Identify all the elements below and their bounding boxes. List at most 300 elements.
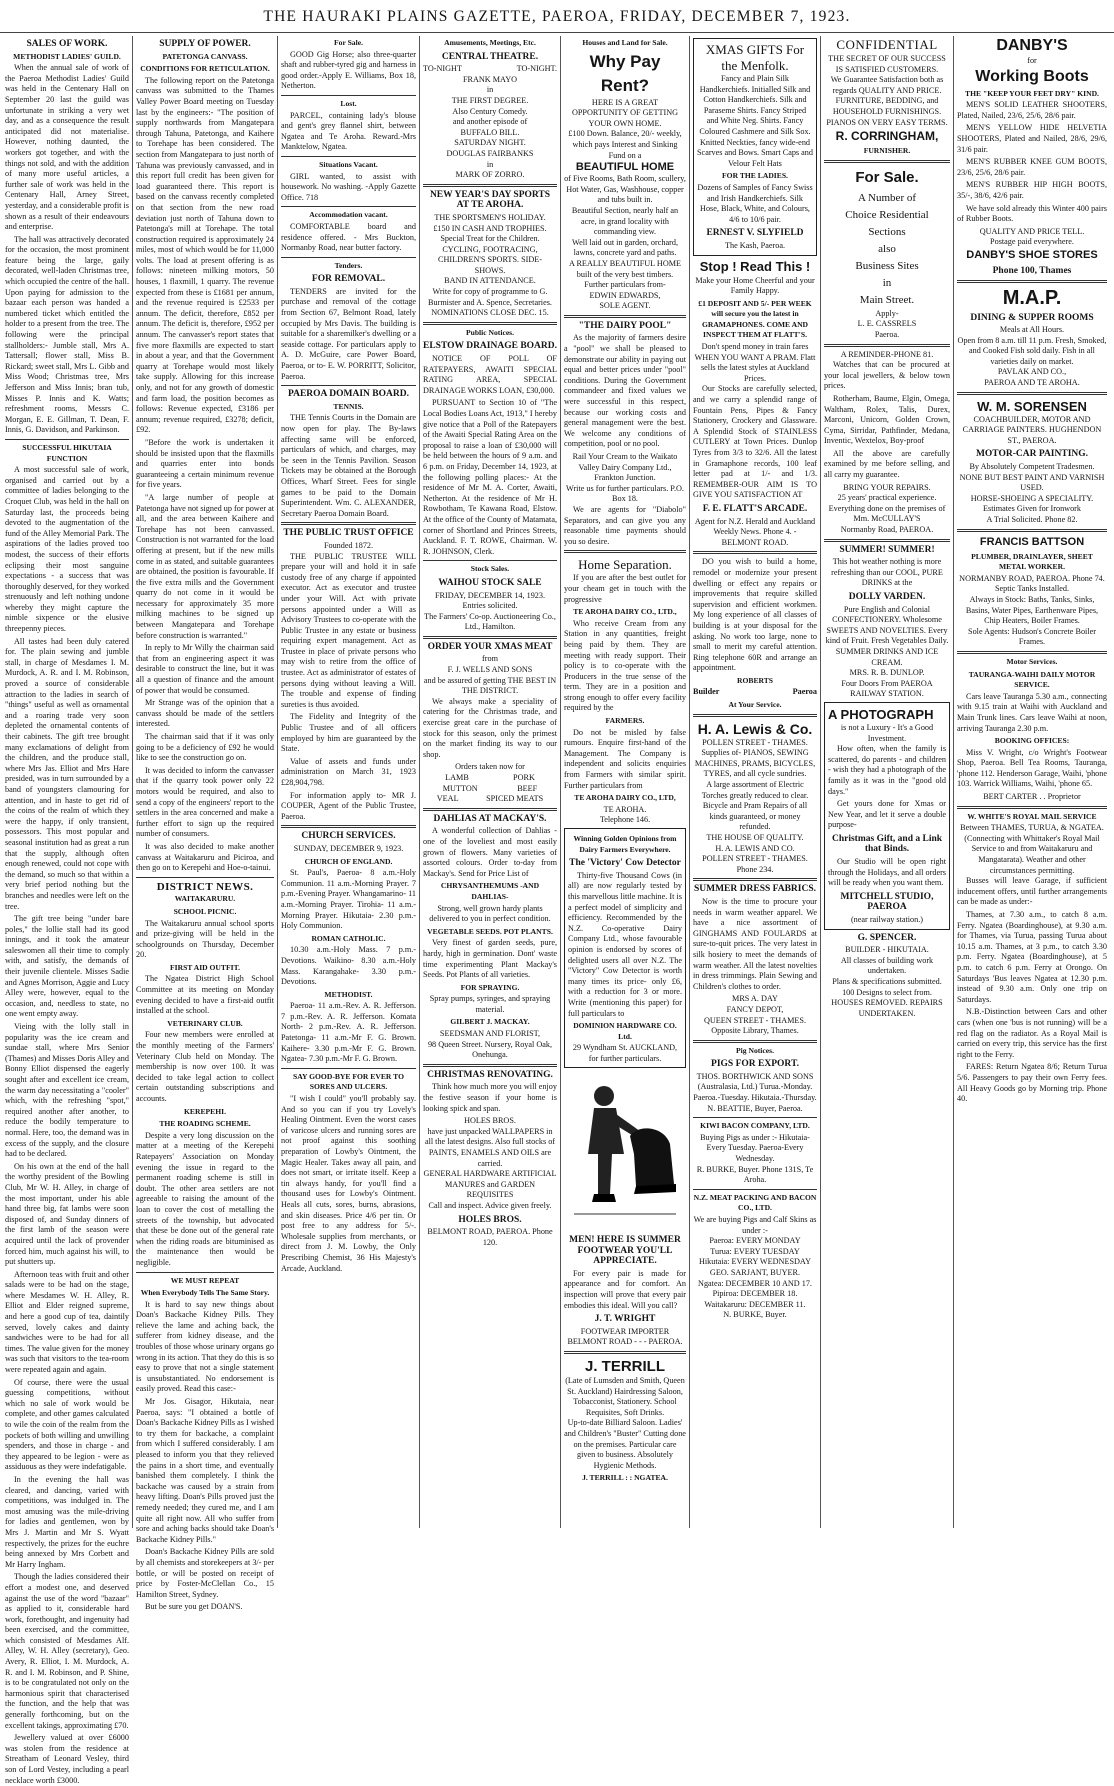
heading-we-must-repeat: WE MUST REPEAT xyxy=(170,1275,240,1285)
ad-subheading: TENNIS. xyxy=(333,401,364,411)
heading-hikutaia-function: SUCCESSFUL HIKUTAIA FUNCTION xyxy=(22,442,112,463)
ad-line: Turua: EVERY TUESDAY xyxy=(710,1246,800,1256)
divider xyxy=(957,651,1107,654)
ad-line: BEAUTIFUL HOME xyxy=(575,161,675,174)
divider xyxy=(281,522,416,525)
ad-line: THE "KEEP YOUR FEET DRY" KIND. xyxy=(965,88,1099,98)
ad-line: THE SPORTSMEN'S HOLIDAY. xyxy=(434,212,546,222)
ad-line: N. BEATTIE, Buyer, Paeroa. xyxy=(707,1103,803,1113)
divider xyxy=(5,439,129,440)
subheading: CONDITIONS FOR RETICULATION. xyxy=(140,64,270,74)
church-schedule: 10.30 a.m.-Holy Mass. 7 p.m.-Devotions. Waikino- 8.30 a.m.-Holy Mass. Karangahake- 3.30 p.m.-Devotions. xyxy=(281,945,416,987)
section-heading: Accommodation vacant. xyxy=(309,210,388,220)
ad-heading: A REMINDER-PHONE 81. xyxy=(840,349,934,359)
ad-line: FOR SPRAYING. xyxy=(460,982,520,992)
ad-line: Mm. McCULLAY'S xyxy=(853,514,921,524)
ad-body: How often, when the family is scattered, do parents - and children - wish they had a photograph of the family as it was in the "good old days." xyxy=(828,744,946,796)
ad-line: SATURDAY NIGHT. xyxy=(454,138,526,148)
ad-body: Miss V. Wright, c/o Wright's Footwear Shop, Paeroa. Bell Tea Rooms, Tauranga, 'phone 112. Henderson Garage, Waihi, 'phone 103. Warrick Williams, Waihi, 'phone 65. xyxy=(957,747,1107,789)
subheading-methodist-guild: METHODIST LADIES' GUILD. xyxy=(13,51,121,61)
ad-heading: Home Separation. xyxy=(578,557,672,573)
divider xyxy=(693,551,817,554)
article-paragraph: Of course, there were the usual guessing competitions, without which no sale of work would be complete, and other games calculated to wile the coin of the realm from the pockets of both willing and unwilling spenders, and those in charge - and they appeared to be legion - were as assiduous as they were indefatigable. xyxy=(5,1377,129,1472)
ad-body: We are agents for "Diabolo" Separators, and can give you any reasonable time payments should you so desire. xyxy=(564,504,686,546)
ad-line: (Late of Lumsden and Smith, Queen St. Auckland) Hairdressing Saloon, Tobacconist, Stationery. School Requisites, Soft Drinks. xyxy=(565,1376,685,1417)
ad-line: NORMANBY ROAD, PAEROA. Phone 74. xyxy=(959,573,1105,583)
ad-heading: Winning Golden Opinions from Dairy Farmers Everywhere. xyxy=(573,834,677,854)
ad-line: TE AROHA. xyxy=(603,804,647,814)
ad-heading: CENTRAL THEATRE. xyxy=(441,51,539,62)
ad-line: BERT CARTER . . Proprietor xyxy=(983,792,1081,802)
ad-line: DOLLY VARDEN. xyxy=(848,592,926,602)
ad-line: SOLE AGENT. xyxy=(599,301,651,311)
article-paragraph: Mr Jos. Gisagor, Hikutaia, near Paeroa, says: "I obtained a bottle of Doan's Backache Kidney Pills as I wished to try them for backache, a complaint from which I suffered considerably. I am pleased to inform you that they relieved the pains in a short time, and eventually banished them completely. I think the backache was caused by a strain from heavy lifting. Doan's Pills proved just the remedy needed; they cured me, and I am quite all right now. All who suffer from sore and aching backs should take Doan's Backache Kidney Pills." xyxy=(136,1397,274,1544)
section-heading: Situations Vacant. xyxy=(319,159,378,169)
subheading: THE ROADING SCHEME. xyxy=(159,1119,251,1129)
ad-line: G. SPENCER. xyxy=(857,932,917,943)
article-paragraph: The hall was attractively decorated for the occasion, the most prominent feature being the large, gaily decorated, well-laden Christmas tree, which occupied the centre of the hall. Upon paying for admission to the bazaar each person was handed a numbered ticket which entitled the holder to a present from the tree. The following were the principal stallholders:- Jumble stall, Mrs A. Tattersall; flower stall, Miss B. Rickard; sweet stall, Mrs L. Gibb and Miss Wood; Christmas tree, Mrs Jefferson and Miss Innis; bran tub, Misses P. Innis and K. Watts; refreshment rooms, Messrs C. Morgan, E. E. Gillman, T. Dean, F. Innis, G. Davidson, and Parkinson. xyxy=(5,234,129,435)
ad-line: Open from 8 a.m. till 11 p.m. Fresh, Smoked, and Cooked Fish sold daily. Fish in all varieties daily on market. xyxy=(957,335,1107,366)
ad-heading: M.A.P. xyxy=(1002,286,1062,309)
ad-line: BELMONT ROAD, PAEROA. Phone 120. xyxy=(427,1227,553,1247)
article-paragraph: A most successful sale of work, organised and carried out by a committee of ladies belonging to the Croquet Club, was held in the hall on Saturday last, the proceeds being devoted to the augmentation of the fund of the Alley Memorial Park. The aspirations of the ladies proved too modest, the success of their efforts eclipsing their most sanguine expectations - a success that was thoroughly deserved, for they worked strenuously and left nothing undone whereby they might capture the nimble sixpence or the elusive threepenny pieces. xyxy=(5,465,129,634)
ad-line: HORSE-SHOEING A SPECIALITY. xyxy=(970,493,1094,503)
ad-line: (near railway station.) xyxy=(850,915,924,925)
ad-line: Call and inspect. Advice given freely. xyxy=(428,1200,552,1210)
section-heading: Pig Notices. xyxy=(736,1045,774,1055)
denomination-heading: METHODIST. xyxy=(324,989,373,999)
ad-line: Buying Pigs as under :- Hikutaia-Every Tuesday. Paeroa-Every Wednesday. xyxy=(700,1132,810,1164)
ad-heading: Stop ! Read This ! xyxy=(699,258,811,274)
ad-heading: Working Boots xyxy=(975,67,1089,85)
ad-line: Strong, well grown hardy plants delivered to you in perfect condition. xyxy=(429,903,551,924)
ad-line: 100 Designs to select from. xyxy=(842,987,932,997)
denomination-heading: ROMAN CATHOLIC. xyxy=(311,933,386,943)
ad-line: Everything done on the premises of xyxy=(828,503,946,513)
ad-line: 29 Wyndham St. AUCKLAND, for further particulars. xyxy=(572,1043,678,1063)
ad-body: Cars leave Tauranga 5.30 a.m., connecting with 9.15 train at Waihi with Auckland and Main Trunk lines. Cars leave Waihi at noon, arriving Tauranga 2.30 p.m. xyxy=(957,691,1107,733)
ad-line: MARK OF ZORRO. xyxy=(455,170,525,180)
ad-line: NONE BUT BEST PAINT AND VARNISH USED. xyxy=(959,472,1105,493)
ad-line: FOOTWEAR IMPORTER xyxy=(580,1326,670,1336)
ad-body: DO you wish to build a home, remodel or modernize your present dwelling or effect any repairs or improvements that require skilled supervision and efficient workmen. My long experience of all classes of building is at your disposal for the asking. No work too large, none to small to merit my careful attention. Ring telephone 60R and arrange an appointment. xyxy=(693,557,817,673)
ad-line: We are buying Pigs and Calf Skins as under :- xyxy=(693,1215,817,1235)
article-paragraph: The Waitakaruru annual school sports and prize-giving will be held in the schoolgrounds on Thursday, December 20. xyxy=(136,918,274,960)
ad-line: MOTOR-CAR PAINTING. xyxy=(975,449,1089,460)
classified-ad: COMFORTABLE board and residence offered. - Mrs Buckton, Normanby Road, near butter factory. xyxy=(281,221,416,253)
section-heading: Houses and Land for Sale. xyxy=(582,38,668,47)
ad-line: We Guarantee Satisfaction both as regards QUALITY AND PRICE. xyxy=(830,75,944,95)
ad-line: N. BURKE, Buyer. xyxy=(723,1310,787,1320)
column-amusements xyxy=(423,36,557,1526)
ad-line: Rail Your Cream to the Waikato Valley Dairy Company Ltd., Frankton Junction. xyxy=(572,452,678,483)
ad-line: Main Street. xyxy=(859,293,915,306)
divider xyxy=(957,806,1107,809)
meat-item: LAMB xyxy=(445,773,469,782)
ad-body: Thirty-five Thousand Cows (in all) are now regularly tested by this marvellous little machine. It is a perfect model of simplicity and efficiency. Recommended by the N.Z. Co-operative Dairy Company Ltd., whose favourable opinion is endorsed by scores of delighted users all over N.Z. The "Victory" Cow Detector is worth many times its price- only £6, with a reduction for 3 or more. Write (mentioning this paper) for full particulars to xyxy=(568,870,682,1018)
ad-line: THE HOUSE OF QUALITY. xyxy=(706,833,804,842)
classified-ad: GIRL wanted, to assist with housework. No washing. -Apply Gazette Office. 718 xyxy=(281,171,416,202)
tonight-label: TO-NIGHT. xyxy=(516,64,557,74)
ad-line: Always in Stock: Baths, Tanks, Sinks, Basins, Water Pipes, Earthenware Pipes, Chip Heaters, Boiler Frames. xyxy=(965,594,1099,626)
ad-line: Telephone 146. xyxy=(599,815,651,825)
ad-line: QUEEN STREET - THAMES. xyxy=(703,1015,807,1025)
ad-line: The Farmers' Co-op. Auctioneering Co., Ltd., Hamilton. xyxy=(424,611,556,632)
ad-heading: PIGS FOR EXPORT. xyxy=(711,1059,799,1070)
column-rule xyxy=(419,36,420,1528)
ad-line: Opposite Library, Thames. xyxy=(711,1026,799,1036)
article-paragraph: It is hard to say new things about Doan's Backache Kidney Pills. They relieve the lame and aching back, the sufferer from kidney disease, and the troubles of those whose urinary organs go wrong in its action. That they do this is so easy to prove that not a single statement is unsubstantiated. No endorsement is easily proved. Read this case:- xyxy=(136,1299,274,1394)
article-paragraph: The chairman said that if it was only going to be a deficiency of £92 he would like to see the construction go on. xyxy=(136,732,274,763)
ad-line: HERE IS A GREAT OPPORTUNITY OF GETTING YOUR OWN HOME. xyxy=(571,97,679,128)
ad-heading: THE PUBLIC TRUST OFFICE xyxy=(283,528,414,539)
ad-line: This hot weather nothing is more refreshing than our COOL, PURE DRINKS at the xyxy=(831,557,943,588)
ad-line: PAVLAK AND CO., xyxy=(997,367,1067,377)
ad-line: J. TERRILL : : NGATEA. xyxy=(582,1473,668,1483)
ad-line: BRING YOUR REPAIRS. xyxy=(843,482,931,492)
ad-line: THE FIRST DEGREE. xyxy=(451,95,529,105)
article-paragraph: But be sure you get DOAN'S. xyxy=(145,1602,243,1612)
divider xyxy=(423,560,557,561)
classified-ad: TENDERS are invited for the purchase and removal of the cottage from Section 67, Belmont Road, lately occupied by Mrs Davis. The building is suitable for a sharemilker's dwelling or a seaside cottage. For particulars apply to A. D. McGuire, care Power Board, Paeroa, or to- E. W. PORRITT, Solicitor, Paeroa. xyxy=(281,286,416,381)
ad-body: Who receive Cream from any Station in any quantities, freight being paid by them. They are meeting with ready support. Their policy is to co-operate with the Producers in the true sense of the term. They are in a position and strong enough to offer every facility required by the xyxy=(564,618,686,713)
ad-line: BELMONT ROAD - - - PAEROA. xyxy=(567,1337,683,1347)
column-local-news xyxy=(5,36,129,1785)
section-heading: Lost. xyxy=(340,98,357,108)
ad-line: PLUMBER, DRAINLAYER, SHEET METAL WORKER. xyxy=(971,551,1093,572)
ad-body: We have sold already this Winter 400 pairs of Rubber Boots. xyxy=(957,203,1107,224)
meat-row xyxy=(423,773,557,784)
ad-line: MRS A. DAY xyxy=(732,994,778,1004)
ad-line: DOMINION HARDWARE CO. Ltd. xyxy=(573,1021,677,1041)
ad-line: COACHBUILDER, MOTOR AND CARRIAGE PAINTERS. HUGHENDON ST., PAEROA. xyxy=(962,414,1102,445)
article-paragraph: "Before the work is undertaken it should be insisted upon that the flaxmills and quarries enter into bonds guaranteeing a certain minimum revenue for five years. xyxy=(136,437,274,490)
ad-line: Christmas Gift, and a Link that Binds. xyxy=(831,833,943,855)
ad-heading: ELSTOW DRAINAGE BOARD. xyxy=(423,341,557,352)
ad-line: FOR THE LADIES. xyxy=(722,171,788,181)
ad-heading: FOR REMOVAL. xyxy=(311,274,386,285)
ad-line: Up-to-date Billiard Saloon. Ladies' and Children's "Buster" Cutting done on the premises. Particular care given to business. Absolutely Hygienic Methods. xyxy=(564,1418,686,1470)
article-paragraph: When the annual sale of work of the Paeroa Methodist Ladies' Guild was held in the Centenary Hall on September 20 last the guild was unfortunate in striking a very wet day, and as a consequence the result anticipated did not materialise. However, nothing daunted, the workers got together, and with the things not sold, and with the addition of many more useful articles, a further sale of work was held in the Centenary Hall, Arney Street, yesterday, and a considerable profit is shown as a result of their endeavours and enterprise. xyxy=(5,63,129,232)
ad-body: Rotherham, Baume, Elgin, Omega, Waltham, Rolex, Talis, Durex, Marconi, Unicorn, Golden Crown, Cyma, Sirridar, Pathfinder, Medana, Inventic, Wextelox, Boy-proof xyxy=(824,393,950,446)
ad-body: As the majority of farmers desire a "pool" we shall be pleased to demonstrate our ability in paying out equal and better prices under "pool" conditions. During the Government commandeer and fixed values we were successful in this respect, because our working costs and general management were the best. We welcome any conditions of competition, pool or no pool. xyxy=(564,333,686,449)
ad-line: At Your Service. xyxy=(728,700,782,710)
ad-heading: TAURANGA-WAIHI DAILY MOTOR SERVICE. xyxy=(968,669,1096,690)
ad-body: Do not be misled by false rumours. Enquire first-hand of the Management. The Company is independent and solicits enquiries from Farmers with similar spirit. Further particulars from xyxy=(564,727,686,790)
photograph-ad xyxy=(824,702,950,930)
ad-line: FRIDAY, DECEMBER 14, 1923. xyxy=(434,590,546,600)
ad-line: Fancy and Plain Silk Handkerchiefs. Initialled Silk and Cotton Handkerchiefs. Silk and Paraseme Shirts. Fancy Striped and White Neg. Shirts. Fancy Coloured Cashmere and Silk Sox. Knitted Neckties, fancy wide-end Scarves and Bows. Smart Caps and Velour Felt Hats xyxy=(697,74,813,168)
ad-line: BOOKING OFFICES: xyxy=(994,736,1070,746)
subheading: WAITAKARURU. xyxy=(174,894,236,904)
ad-line: Phone 234. xyxy=(736,864,774,874)
ad-line: Entries solicited. xyxy=(462,601,518,611)
ad-body: If you are after the best outlet for your cheam get in touch with the progressive xyxy=(564,573,686,604)
article-paragraph: All tastes had been duly catered for. The plain sewing and jumble stall, in charge of Mesdames I. M. Murdock, A. R. and I. M. Robinson, proved a source of considerable attraction to the ladies in search of "things" useful as well as ornamental and a roaring trade very soon depleted the ornamental contents of their cabinets. The gift tree brought many exclamations of delight from the children, and the produce stall, where Mrs Jas. Elliot and Mrs Hare presided, was in turn surrounded by a band of youngsters clamouring for attention, and in haste to get rid of the coins of the realm of which they were the happy, if only transient, possessors. This most popular and seasonal institution had as great a run that the supply, although often enough renewed, could not cope with the demand, so much so that within a very brief period nothing but the branches and needles were left on the tree. xyxy=(5,636,129,911)
ad-line: BUILDER - HIKUTAIA. xyxy=(845,945,929,955)
classified-ad: "I wish I could" you'll probably say. And so you can if you try Lovely's Healing Ointment. Even the worst cases of varicose ulcers and running sores are not proof against this soothing preparation of Lowby's Ointment, the Magic Healer. Takes away all pain, and does not smart, or irritate itself. Keep a tin always handy, for you'll find a thousand uses for Lowby's Ointment. Heals all cuts, sores, burns, abrasions, and skin diseases. Price 4/6 per tin. Or post free to any address for 5/-. Wholesale supplies from merchants, or direct from J. M. Lowby, the Only Prescribing Chemist, 36 His Majesty's Arcade, Auckland. xyxy=(281,1094,416,1273)
section-heading: For Sale. xyxy=(334,38,363,47)
ad-line: FRANK MAYO xyxy=(462,74,518,84)
article-paragraph: Four new members were enrolled at the monthly meeting of the Farmers' Veterinary Club held on Monday. The membership is now over 100. It was decided to take legal action to collect certain outstanding subscriptions and accounts. xyxy=(136,1030,274,1103)
ad-line: £150 IN CASH AND TROPHIES. xyxy=(433,223,547,233)
ad-line: CYCLING, FOOTRACING, CHILDREN'S SPORTS. SIDE-SHOWS. xyxy=(437,244,543,275)
ad-line: PIANOS ON VERY EASY TERMS. xyxy=(826,117,948,127)
builder-label: Builder xyxy=(693,687,720,697)
article-paragraph: Though the ladies considered their effort a modest one, and deserved against the use of the word "bazaar" as applied to it, considerable hard work, forethought, and ingenuity had been exercised, and the committee, which consisted of Mesdames Alf. Alley, W. H. Alley (secretary), Geo. Avery, R. Elliot, I. M. Murdock, A. R. and I. M. Robinson, and P. Shine, is to be congratulated not only on the harmonious spirit that characterised the function, and the help that was generally forthcoming, but on the excellent takings, approximating £70. xyxy=(5,1572,129,1730)
ad-line: THE SECRET OF OUR SUCCESS IS SATISFIED CUSTOMERS. xyxy=(828,54,946,74)
tonight-label: TO-NIGHT xyxy=(423,64,462,74)
divider xyxy=(957,280,1107,283)
tonight-row xyxy=(423,64,557,75)
ad-line: Bicycle and Pram Repairs of all kinds guaranteed, or money refunded. xyxy=(702,801,808,832)
meat-row xyxy=(423,784,557,795)
divider xyxy=(564,1351,686,1354)
ad-line: By Absolutely Competent Tradesmen. xyxy=(969,462,1095,472)
ad-line: Sections xyxy=(868,225,906,238)
man-with-boot-illustration xyxy=(564,1074,686,1224)
builder-label: Paeroa xyxy=(792,687,817,697)
ad-line: is not a Luxury - It's a Good Investment. xyxy=(840,722,934,743)
ad-body: We always make a speciality of catering for the Christmas trade, and exercise great care in the purchase of stock for this season, only the primest on the market finding its way to our shop. xyxy=(423,696,557,759)
ad-line: H. A. LEWIS AND CO. xyxy=(715,843,795,853)
ad-body: Watches that can be procured at your local jewellers, & below town prices. xyxy=(824,360,950,391)
ad-body: Our Studio will be open right through the Holidays, and all orders will be ready when you want them. xyxy=(828,857,946,888)
ad-line: FARMERS. xyxy=(605,716,645,726)
ad-heading: SUMMER DRESS FABRICS. xyxy=(693,884,817,895)
ad-heading: KIWI BACON COMPANY, LTD. xyxy=(700,1121,810,1131)
ad-line: ERNEST V. SLYFIELD xyxy=(706,228,804,239)
ad-line: PAEROA AND TE AROHA. xyxy=(984,378,1080,388)
article-paragraph: Doan's Backache Kidney Pills are sold by all chemists and storekeepers at 3/- per bottle, or will be posted on receipt of price by Foster-McClellan Co., 15 Hamilton Street, Sydney. xyxy=(136,1547,274,1599)
ad-heading: SUMMER! SUMMER! xyxy=(839,544,935,555)
ad-heading: DANBY'S xyxy=(996,37,1068,54)
ad-line: BUFFALO BILL. xyxy=(460,127,520,137)
ad-line: J. T. WRIGHT xyxy=(594,1314,656,1325)
ad-heading: Why Pay Rent? xyxy=(589,51,661,95)
masthead: THE HAURAKI PLAINS GAZETTE, PAEROA, FRIDAY, DECEMBER 7, 1923. xyxy=(0,0,1114,33)
article-paragraph: Jewellery valued at over £6000 was stolen from the residence at Streatham of Leonard Vesley, third son of Lord Vestey, including a pearl necklace worth £3000. xyxy=(5,1733,129,1785)
church-schedule: St. Paul's, Paeroa- 8 a.m.-Holy Communion. 11 a.m.-Morning Prayer. 7 p.m.-Evening Prayer. Whangamarino- 11 a.m.-Morning Prayer. Tirohia- 11 a.m.-Morning Prayer. Hikutaia- 2.30 p.m.-Holy Communion. xyxy=(281,868,416,931)
ad-line: £100 Down. Balance, 20/- weekly, which pays Interest and Sinking Fund on a xyxy=(568,129,682,160)
article-paragraph: In the evening the hall was cleared, and dancing, varied with competitions, was indulged in. The most amusing was the mile-driving for ladies and gentlemen, won by Mrs J. Martin and Mr S. Wyatt respectively, the prizes for the euchre being annexed by Mrs Corbett and Mr Harry Ingham. xyxy=(5,1474,129,1569)
ad-heading: WAIHOU STOCK SALE xyxy=(438,577,542,588)
column-rule xyxy=(560,36,561,1528)
divider xyxy=(423,1064,557,1067)
column-rule xyxy=(689,36,690,1528)
ad-line: Don't spend money in train fares WHEN YOU WANT A PRAM. Flatt sells the latest styles at Auckland Prices. xyxy=(694,342,816,383)
ad-line: also xyxy=(878,242,896,255)
column-power-district xyxy=(136,36,275,1612)
xmas-gifts-ad xyxy=(693,38,817,256)
ad-line: F. J. WELLS AND SONS xyxy=(447,665,533,675)
meat-item: SPICED MEATS xyxy=(486,794,544,804)
ad-line: Beautiful Section, nearly half an acre, in grand locality with commanding view. xyxy=(571,205,679,237)
ad-line: and another episode of xyxy=(452,117,528,127)
ad-line: A REALLY BEAUTIFUL HOME built of the very best timbers. xyxy=(568,258,682,279)
meat-item: MUTTON xyxy=(442,783,478,793)
heading-supply-of-power: SUPPLY OF POWER. xyxy=(159,39,251,49)
ad-body: MEN'S RUBBER HIP HIGH BOOTS, 35/-, 38/6, 42/6 pair. xyxy=(957,180,1107,200)
ad-line: DOUGLAS FAIRBANKS xyxy=(446,148,534,158)
ad-line: Write us for further particulars. P.O. Box 18. xyxy=(566,483,684,504)
church-date: SUNDAY, DECEMBER 9, 1923. xyxy=(293,843,404,853)
ad-line: Sole Agents: Hudson's Concrete Boiler Frames. xyxy=(968,626,1096,647)
ad-line: for xyxy=(1027,56,1037,65)
ad-line: Plans & specifications submitted. xyxy=(832,977,942,986)
ad-heading: XMAS GIFTS For the Menfolk. xyxy=(705,42,805,73)
ad-line: Supplies of- PIANOS, SEWING MACHINES, PRAMS, BICYCLES, TYRES, and all cycle sundries. xyxy=(694,748,816,779)
column-houses-dairy xyxy=(564,36,686,1526)
ad-heading: NEW YEAR'S DAY SPORTS AT TE AROHA. xyxy=(429,189,551,211)
ad-line: 25 years' practical experience. xyxy=(837,493,937,503)
ad-line: in xyxy=(882,276,892,289)
subheading: VETERINARY CLUB. xyxy=(167,1018,243,1028)
meat-item: VEAL xyxy=(436,794,459,804)
ad-line: Write for copy of programme to G. Burmister and A. Spence, Secretaries. xyxy=(428,287,552,307)
divider xyxy=(693,1040,817,1043)
ad-body: For every pair is made for appearance and for comfort. An inspection will prove that every pair embodies this ideal. Will you call? xyxy=(564,1268,686,1310)
article-paragraph: In reply to Mr Willy the chairman said that from an engineering aspect it was desirable to construct the line, but it was all a question of finance and the amount of power that would be consumed. xyxy=(136,643,274,695)
article-paragraph: The gift tree being "under bare poles," the lollie stall had its good innings, and it took the amateur saleswomen all their time to comply with, and satisfy, the demands of their juvenile clientele. Misses Sadie and Agnes Morrison, Aggie and Lucy Alley were, however, equal to the occasion, and, needless to state, no one went empty away. xyxy=(5,914,129,1019)
divider xyxy=(281,156,416,157)
ad-heading: J. TERRILL xyxy=(584,1358,665,1375)
ad-line: The Kash, Paeroa. xyxy=(724,240,786,250)
column-services xyxy=(824,36,950,1526)
ad-line: L. E. CASSRELS xyxy=(857,319,917,329)
ad-heading: FRANCIS BATTSON xyxy=(979,535,1085,548)
builder-row xyxy=(693,687,817,698)
ad-body: Very finest of garden seeds, pure, hardy, high in germination. Dont' waste time experimenting Plant Mackay's Seeds. Pot Plants of all varieties. xyxy=(423,938,557,980)
divider xyxy=(136,877,274,878)
section-heading: Public Notices. xyxy=(465,327,515,337)
ad-line: Paeroa. xyxy=(874,329,900,339)
ad-line: A large assortment of Electric Torches greatly reduced to clear. xyxy=(701,780,809,800)
ad-line: HOUSES REMOVED. REPAIRS UNDERTAKEN. xyxy=(831,998,943,1018)
classified-ad: THE PUBLIC TRUSTEE WILL prepare your will and hold it in safe custody free of any charge if appointed executor. Act as executor and trustee under your Will. Act with private persons appointed under a Will as Advisory Trustees to co-operate with the Public Trustee in any estate or business requiring expert management. Act as Trustee in place of private persons who may wish to retire from the office of trustee. Act as administrator of estates of persons dying without leaving a Will. The trouble and expense of finding sureties is thus avoided. xyxy=(281,551,416,709)
ad-line: Four Doors From PAEROA RAILWAY STATION. xyxy=(841,678,933,699)
ad-line: MITCHELL STUDIO, PAEROA xyxy=(840,891,934,913)
section-heading: Motor Services. xyxy=(1006,656,1058,666)
divider xyxy=(423,808,557,811)
ad-line: Ngatea: DECEMBER 10 AND 17. xyxy=(698,1278,812,1288)
ad-heading: A PHOTOGRAPH xyxy=(828,706,934,722)
ad-line: Choice Residential xyxy=(845,208,929,221)
article-paragraph: Mr Strange was of the opinion that a canvass should be made of the settlers interested. xyxy=(136,698,274,729)
article-paragraph: The Ngatea District High School Committee at its meeting on Monday evening decided to have a first-aid outfit installed at the school. xyxy=(136,974,274,1016)
ad-line: Dozens of Samples of Fancy Swiss and Irish Handkerchiefs. Silk Hose, Black, White, and Colours, 4/6 to 10/6 pair. xyxy=(697,182,813,224)
ad-line: Septic Tanks Installed. xyxy=(994,584,1070,594)
meat-row xyxy=(423,794,557,805)
ad-line: R. CORRINGHAM, xyxy=(835,129,939,144)
divider xyxy=(423,322,557,325)
ad-line: of Five Rooms, Bath Room, scullery, Hot Water, Gas, Washhouse, copper and tubs built in. xyxy=(564,174,686,205)
divider xyxy=(824,160,950,163)
denomination-heading: CHURCH OF ENGLAND. xyxy=(304,856,393,866)
ad-body: MEN'S SOLID LEATHER SHOOTERS, Plated, Nailed, 23/6, 25/6, 28/6 pair. xyxy=(957,100,1107,120)
ad-line: Business Sites xyxy=(855,259,919,272)
ad-line: £1 DEPOSIT AND 5/- PER WEEK will secure you the latest in GRAMAPHONES. COME AND INSPECT THEM AT FLATT'S. xyxy=(698,298,812,340)
ad-line: A Number of xyxy=(857,191,917,204)
article-paragraph: Vieing with the lolly stall in popularity was the ice cream and sundae stall, where Mrs Senior (Thames) and Misses Doris Alley and Bonny Elliot dispensed the eagerly sought after and excellent ice cream, the warm day necessitating a "cooler" which, with the refreshing "spot," required another after another, to reduce the bodily temperature to normal. Here, too, the demand was in excess of the supply, and the closure had to be declared. xyxy=(5,1022,129,1159)
ad-body: A wonderful collection of Dahlias -one of the loveliest and most easily grown of flowers. Many varieties of assorted colours. Order to-day from Mackay's. Send for Price List of xyxy=(423,826,557,878)
ad-line: HOLES BROS. xyxy=(464,1116,516,1126)
ad-line: MRS. R. B. DUNLOP. xyxy=(849,668,925,678)
ad-heading: N.Z. MEAT PACKING AND BACON CO., LTD. xyxy=(693,1192,817,1213)
ad-line: POLLEN STREET - THAMES. xyxy=(702,737,808,747)
ad-body: MEN'S YELLOW HIDE HELVETIA SHOOTERS, Plated and Nailed, 28/6, 29/6, 31/6 pair. xyxy=(957,123,1107,154)
ad-line: GEO. SARJANT, BUYER. xyxy=(709,1267,801,1277)
article-paragraph: On his own at the end of the hall the worthy president of the Bowling Club, Mr W. H. Alley, in charge of the most important, under his able hand three big, fat lambs were soon disposed of, and Sunday dinners of the first lamb of the season were acquired until the lack of provender forced him, much against his will, to put shutters up. xyxy=(5,1161,129,1267)
ad-line: Orders taken now for xyxy=(455,762,525,772)
ad-line: Pipiroa: DECEMBER 18. xyxy=(712,1289,798,1299)
column-rule xyxy=(820,36,821,1528)
ad-line: DINING & SUPPER ROOMS xyxy=(970,312,1094,323)
article-paragraph: The following report on the Patetonga canvass was submitted to the Thames Valley Power Board meeting on Tuesday last by the engineers:- "The position of supply northwards from Mangatepara through Tahuna, Patetonga, and Kaihere to Torehape has been considered. The section from Mangatepara to just north of Tahuna was previously canvassed, and in this report full credit has been given for load guaranteed there. This report is based on the canvass recently completed on that section from the new road deviation just north of Tahuna down to Patetonga's mill at Torehape. The total construction required is approximately 24 miles, most of which would be for 11,000 volts. The load at present offering is as follows: nineteen milking motors, 50 houses, 1 flaxmill, 1 quarry. The revenue expected from these is £1681 per annum, and the revenue required is £2533 per annum. The deficit, therefore, £852 per annum. The deficit is, therefore, £952 per annum. The canvasser's report states that five more flaxmills are expected to start in about a year, and that the Government quarry at Torehape would most likely take supply. Allowing for this increase only, and not for any growth of domestic and farm load, the position becomes as follows: Revenue expected, £3186 per annum; revenue required, £3278; deficit, £92. xyxy=(136,75,274,435)
ad-line: have just unpacked WALLPAPERS in all the latest designs. Also full stocks of PAINTS, ENAMELS AND OILS are carried. xyxy=(424,1126,556,1168)
ad-line: Phone 100, Thames xyxy=(992,265,1072,276)
divider xyxy=(693,1189,817,1190)
subheading: KEREPEHI. xyxy=(184,1106,226,1116)
column-rule xyxy=(277,36,278,1528)
ad-line: BAND IN ATTENDANCE. xyxy=(444,276,536,286)
divider xyxy=(281,385,416,386)
divider xyxy=(693,714,817,717)
ad-body: MEN'S RUBBER KNEE GUM BOOTS, 23/6, 25/6, 28/6 pair. xyxy=(957,157,1107,177)
ad-line: ROBERTS xyxy=(736,675,774,685)
classified-ad: The Fidelity and Integrity of the Public Trustee and of all officers employed by him are guaranteed by the State. xyxy=(281,712,416,754)
ad-line: Estimates Given for Ironwork xyxy=(983,504,1081,514)
ad-heading: DAHLIAS AT MACKAY'S. xyxy=(433,813,547,824)
ad-line: Paeroa: EVERY MONDAY xyxy=(709,1236,801,1246)
ad-line: FURNISHER. xyxy=(863,146,911,156)
ad-line: R. BURKE, Buyer. Phone 131S, Te Aroha. xyxy=(696,1164,814,1185)
ad-line: Agent for N.Z. Herald and Auckland Weekly News. Phone 4. - BELMONT ROAD. xyxy=(694,516,816,547)
meat-item: PORK xyxy=(513,773,535,782)
ad-line: in xyxy=(486,85,494,95)
article-paragraph: "A large number of people at Patetonga have not signed up for power at all, and the area between Kaihere and Torehape has not been canvassed. Construction is not warranted for the load offering at present, but if the new mills come in as stated, and suitable guarantees are obtained, the position is favourable. If the five extra mills and the Government quarry do not come in it would be necessary for approximately 35 more milking machines to be signed up between Mangatepara and Torehape before construction is warranted." xyxy=(136,492,275,640)
ad-line: SUMMER DRINKS AND ICE CREAM. xyxy=(835,646,939,667)
ad-body: FARES: Return Ngatea 8/6; Return Turua 5/6. Passengers to pay their own Ferry fees. All Heavy Goods go by Morning trip. Phone 40. xyxy=(957,1062,1107,1104)
ad-line: HOLES BROS. xyxy=(458,1214,522,1225)
ad-line: SEEDSMAN AND FLORIST, xyxy=(439,1029,541,1039)
ad-line: QUALITY AND PRICE TELL. xyxy=(979,226,1085,236)
ad-heading: H. A. Lewis & Co. xyxy=(697,720,813,737)
ad-line: Apply- xyxy=(875,308,899,318)
ad-line: F. E. FLATT'S ARCADE. xyxy=(702,503,808,514)
ad-line: THOS. BORTHWICK AND SONS (Australasia, Ltd.) Turua.-Monday. Paeroa.-Tuesday. Hikutaia.-Thursday. xyxy=(693,1071,817,1103)
ad-heading: CHRISTMAS RENOVATING. xyxy=(427,1069,553,1080)
section-heading: Stock Sales. xyxy=(470,564,510,574)
divider xyxy=(824,344,950,347)
divider xyxy=(281,206,416,207)
heading-church-services: CHURCH SERVICES. xyxy=(301,831,396,842)
subheading: PATETONGA CANVASS. xyxy=(162,51,248,61)
church-schedule: Paeroa- 11 a.m.-Rev. A. R. Jefferson. 7 p.m.-Rev. A. R. Jefferson. Komata North- 2 p.m.-Rev. A. R. Jefferson. Patetonga- 11 a.m.-Mr F. G. Brown. Kaihere- 3.30 p.m.-Mr F. G. Brown. Ngatea- 7.30 p.m.-Mr F. G. Brown. xyxy=(281,1001,416,1064)
ad-line: DANBY'S SHOE STORES xyxy=(966,248,1098,261)
ad-line: NOMINATIONS CLOSE DEC. 15. xyxy=(431,308,549,318)
ad-heading: PAEROA DOMAIN BOARD. xyxy=(288,389,409,400)
ad-heading: MEN! HERE IS SUMMER FOOTWEAR YOU'LL APPRECIATE. xyxy=(569,1235,681,1267)
section-heading: Tenders. xyxy=(334,260,363,270)
divider xyxy=(957,392,1107,395)
cow-detector-ad xyxy=(564,828,686,1068)
classified-ad: PARCEL, containing lady's blouse and gent's grey flannel shirt, between Ngatea and Te Aroha. Reward.-Mrs Manktelow, Ngatea. xyxy=(281,110,416,152)
divider xyxy=(281,95,416,96)
ad-heading: For Sale. xyxy=(855,168,919,186)
ad-body: Think how much more you will enjoy the festive season if your home is looking spick and span. xyxy=(423,1082,557,1113)
ad-body: Our Stocks are carefully selected, and we carry a splendid range of Fountain Pens, Pipes & Fancy Stationery, Crockery and Glassware. A Splendid Stock of STAINLESS CUTLERY at Town Prices. Dunlop Tyres from 3/3 to 32/6. All the latest in Gramaphone records, 100 leaf letter pad at 1/- and 1/3. REMEMBER-OUR AIM IS TO GIVE YOU SATISFACTION AT xyxy=(693,384,817,500)
